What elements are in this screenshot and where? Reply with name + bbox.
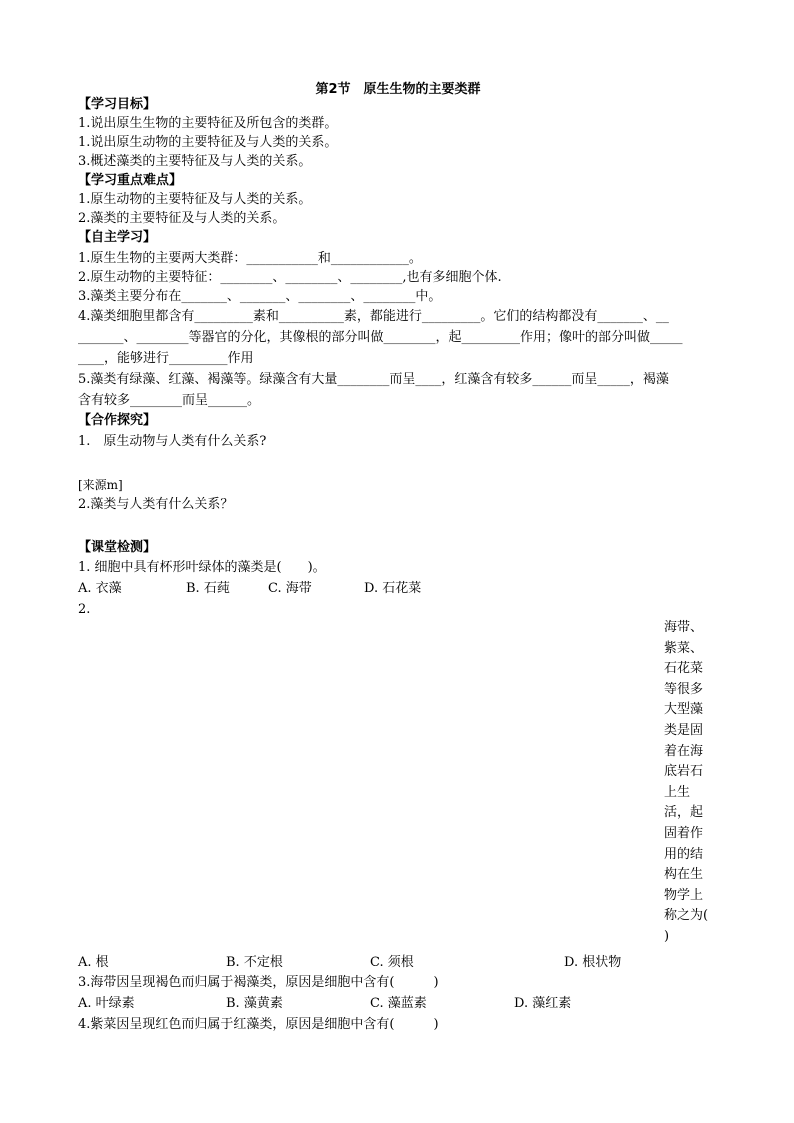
quiz-question-2-number: 2. — [78, 602, 91, 617]
option-c: C. 须根 — [370, 955, 414, 970]
self-study-line: ____，能够进行_________作用 — [78, 351, 254, 366]
option-c: C. 藻蓝素 — [370, 996, 427, 1011]
option-c: C. 海带 — [268, 581, 312, 596]
objectives-header: 【学习目标】 — [78, 97, 157, 112]
option-d: D. 石花菜 — [364, 581, 422, 596]
self-study-line: 5.藻类有绿藻、红藻、褐藻等。绿藻含有大量________而呈____，红藻含有较多______而呈_____，褐藻 — [78, 372, 669, 387]
quiz-question-1: 1. 细胞中具有杯形叶绿体的藻类是( )。 — [78, 560, 326, 575]
key-points-header: 【学习重点难点】 — [78, 173, 183, 188]
source-note: [来源m] — [78, 478, 123, 492]
option-d: D. 藻红素 — [514, 996, 572, 1011]
self-study-line: 1.原生生物的主要两大类群：___________和____________。 — [78, 251, 422, 266]
option-a: A. 根 — [78, 955, 109, 970]
option-b: B. 不定根 — [226, 955, 283, 970]
quiz-1-options — [78, 580, 718, 598]
objective-item: 3.概述藻类的主要特征及与人类的关系。 — [78, 154, 312, 169]
self-study-line: 含有较多________而呈______。 — [78, 393, 261, 408]
key-point-item: 2.藻类的主要特征及与人类的关系。 — [78, 211, 286, 226]
quiz-2-options — [78, 954, 718, 972]
self-study-line: 2.原生动物的主要特征：________、________、________,也有多细胞个体. — [78, 270, 502, 285]
option-b: B. 藻黄素 — [226, 996, 283, 1011]
inquiry-header: 【合作探究】 — [78, 413, 157, 428]
objective-item: 1.说出原生动物的主要特征及与人类的关系。 — [78, 135, 338, 150]
key-point-item: 1.原生动物的主要特征及与人类的关系。 — [78, 192, 312, 207]
self-study-header: 【自主学习】 — [78, 230, 157, 245]
self-study-line: 4.藻类细胞里都含有_________素和__________素，都能进行_________。它们的结构都没有_______、__ — [78, 309, 669, 324]
option-d: D. 根状物 — [564, 955, 622, 970]
self-study-line: 3.藻类主要分布在_______、_______、________、________中。 — [78, 289, 442, 304]
inquiry-question-2: 2.藻类与人类有什么关系？ — [78, 497, 234, 512]
option-b: B. 石莼 — [186, 581, 230, 596]
quiz-question-4: 4.紫菜因呈现红色而归属于红藻类，原因是细胞中含有( ) — [78, 1017, 439, 1032]
page-title: 第2节 原生生物的主要类群 — [315, 82, 481, 97]
objective-item: 1.说出原生生物的主要特征及所包含的类群。 — [78, 116, 338, 131]
quiz-header: 【课堂检测】 — [78, 540, 157, 555]
inquiry-question-1: 1. 原生动物与人类有什么关系? — [78, 434, 267, 449]
quiz-question-3: 3.海带因呈现褐色而归属于褐藻类，原因是细胞中含有( ) — [78, 975, 439, 990]
self-study-line: _______、________等器官的分化，其像根的部分叫做________，起_________作用；像叶的部分叫做_____ — [78, 330, 683, 345]
quiz-question-2-stem: 海带、紫菜、石花菜等很多大型藻类是固着在海底岩石上生活，起固着作用的结构在生物学上称之为( ) — [664, 620, 735, 944]
quiz-3-options — [78, 995, 718, 1013]
option-a: A. 衣藻 — [78, 581, 122, 596]
option-a: A. 叶绿素 — [78, 996, 135, 1011]
